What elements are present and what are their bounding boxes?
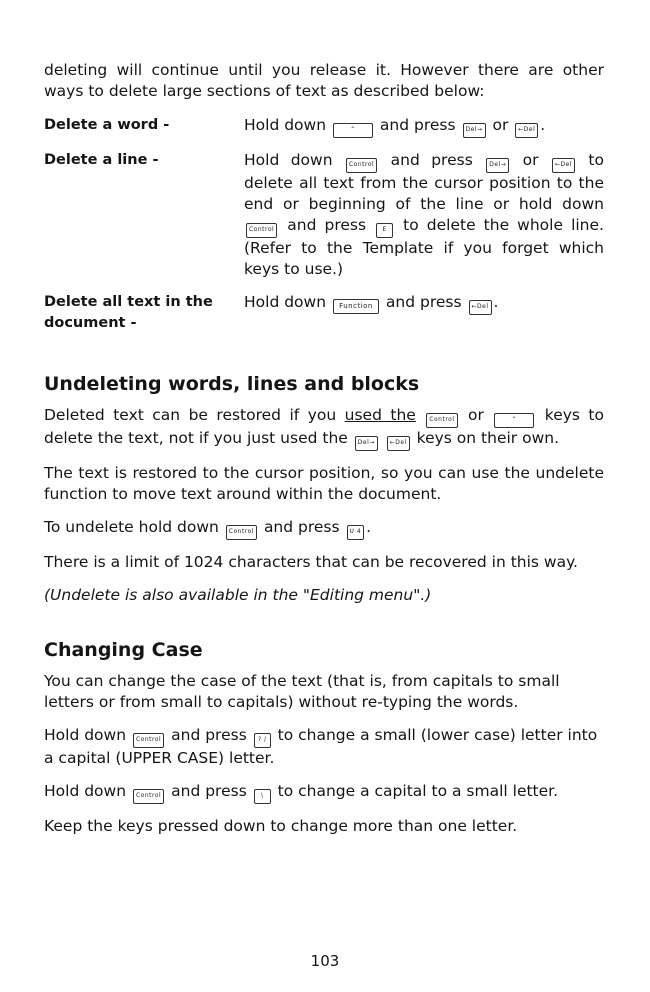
- text: and press: [171, 782, 247, 800]
- text: and press: [379, 116, 456, 134]
- text: Hold down: [244, 151, 333, 169]
- case-paragraph-4: Keep the keys pressed down to change more than one letter.: [44, 817, 518, 835]
- delete-left-key-icon: ←Del: [469, 300, 492, 315]
- backslash-key-icon: \: [254, 789, 271, 804]
- function-key-icon: Function: [333, 299, 379, 314]
- delete-right-key-icon: Del→: [486, 158, 509, 173]
- shift-key-icon: ⌃: [333, 123, 373, 138]
- shift-key-icon: ⌃: [494, 413, 534, 428]
- heading-undeleting: Undeleting words, lines and blocks: [44, 373, 420, 395]
- control-key-icon: Control: [426, 413, 457, 428]
- text: Hold down: [244, 293, 327, 311]
- delete-right-key-icon: Del→: [355, 436, 378, 451]
- text: or: [522, 151, 539, 169]
- text: and press: [385, 293, 462, 311]
- delete-left-key-icon: ←Del: [515, 123, 538, 138]
- definition-delete-word: [44, 115, 604, 138]
- undelete-paragraph-1: [44, 405, 604, 451]
- text: keys to delete the text, not if you just used the: [44, 406, 604, 447]
- text: To undelete hold down: [44, 518, 219, 536]
- control-key-icon: Control: [133, 733, 164, 748]
- text: keys on their own.: [416, 429, 559, 447]
- text: Hold down: [44, 782, 127, 800]
- case-paragraph-1: You can change the case of the text (that is, from capitals to small letters or from small to capitals) without re-typing the words.: [44, 672, 560, 711]
- text: or: [467, 406, 484, 424]
- undelete-note: (Undelete is also available in the "Editing menu".): [44, 586, 432, 604]
- intro-paragraph: deleting will continue until you release it. However there are other ways to delete large sections of text as described below:: [44, 61, 604, 100]
- undelete-paragraph-3: [44, 517, 604, 540]
- question-slash-key-icon: ? /: [254, 733, 271, 748]
- text: Hold down: [44, 726, 127, 744]
- text: .: [366, 518, 372, 536]
- term-delete-line: Delete a line -: [44, 152, 159, 168]
- term-delete-word: Delete a word -: [44, 117, 170, 133]
- page-number: 103: [310, 952, 340, 970]
- u-key-icon: U 4: [347, 525, 365, 540]
- definition-delete-line: [44, 150, 604, 280]
- delete-left-key-icon: ←Del: [387, 436, 410, 451]
- text: used the: [344, 406, 416, 424]
- delete-right-key-icon: Del→: [463, 123, 486, 138]
- manual-page: [44, 60, 604, 849]
- text: or: [492, 116, 509, 134]
- e-key-icon: E: [376, 223, 393, 238]
- text: Deleted text can be restored if you: [44, 406, 337, 424]
- text: .: [493, 293, 499, 311]
- def-delete-line: [244, 150, 604, 280]
- text: Hold down: [244, 116, 327, 134]
- delete-left-key-icon: ←Del: [552, 158, 575, 173]
- text: and press: [171, 726, 247, 744]
- heading-changing-case: Changing Case: [44, 639, 203, 661]
- case-paragraph-3: [44, 781, 604, 804]
- control-key-icon: Control: [246, 223, 277, 238]
- term-delete-all: Delete all text in the document -: [44, 294, 213, 331]
- text: to change a capital to a small letter.: [277, 782, 559, 800]
- control-key-icon: Control: [133, 789, 164, 804]
- case-paragraph-2: [44, 725, 604, 769]
- text: to delete all text from the cursor position to the end or beginning of the line or hold down: [244, 151, 604, 213]
- text: to change a small (lower case) letter into a capital (UPPER CASE) letter.: [44, 726, 598, 767]
- definition-delete-all: [44, 292, 604, 334]
- def-delete-all: [244, 292, 604, 334]
- def-delete-word: [244, 115, 604, 138]
- text: and press: [287, 216, 367, 234]
- text: and press: [263, 518, 340, 536]
- text: and press: [390, 151, 473, 169]
- undelete-paragraph-2: The text is restored to the cursor position, so you can use the undelete function to move text around within the document.: [44, 464, 604, 503]
- control-key-icon: Control: [346, 158, 377, 173]
- control-key-icon: Control: [226, 525, 257, 540]
- text: .: [540, 116, 546, 134]
- undelete-paragraph-4: There is a limit of 1024 characters that can be recovered in this way.: [44, 553, 578, 571]
- text: to delete the whole line. (Refer to the Template if you forget which keys to use.): [244, 216, 604, 278]
